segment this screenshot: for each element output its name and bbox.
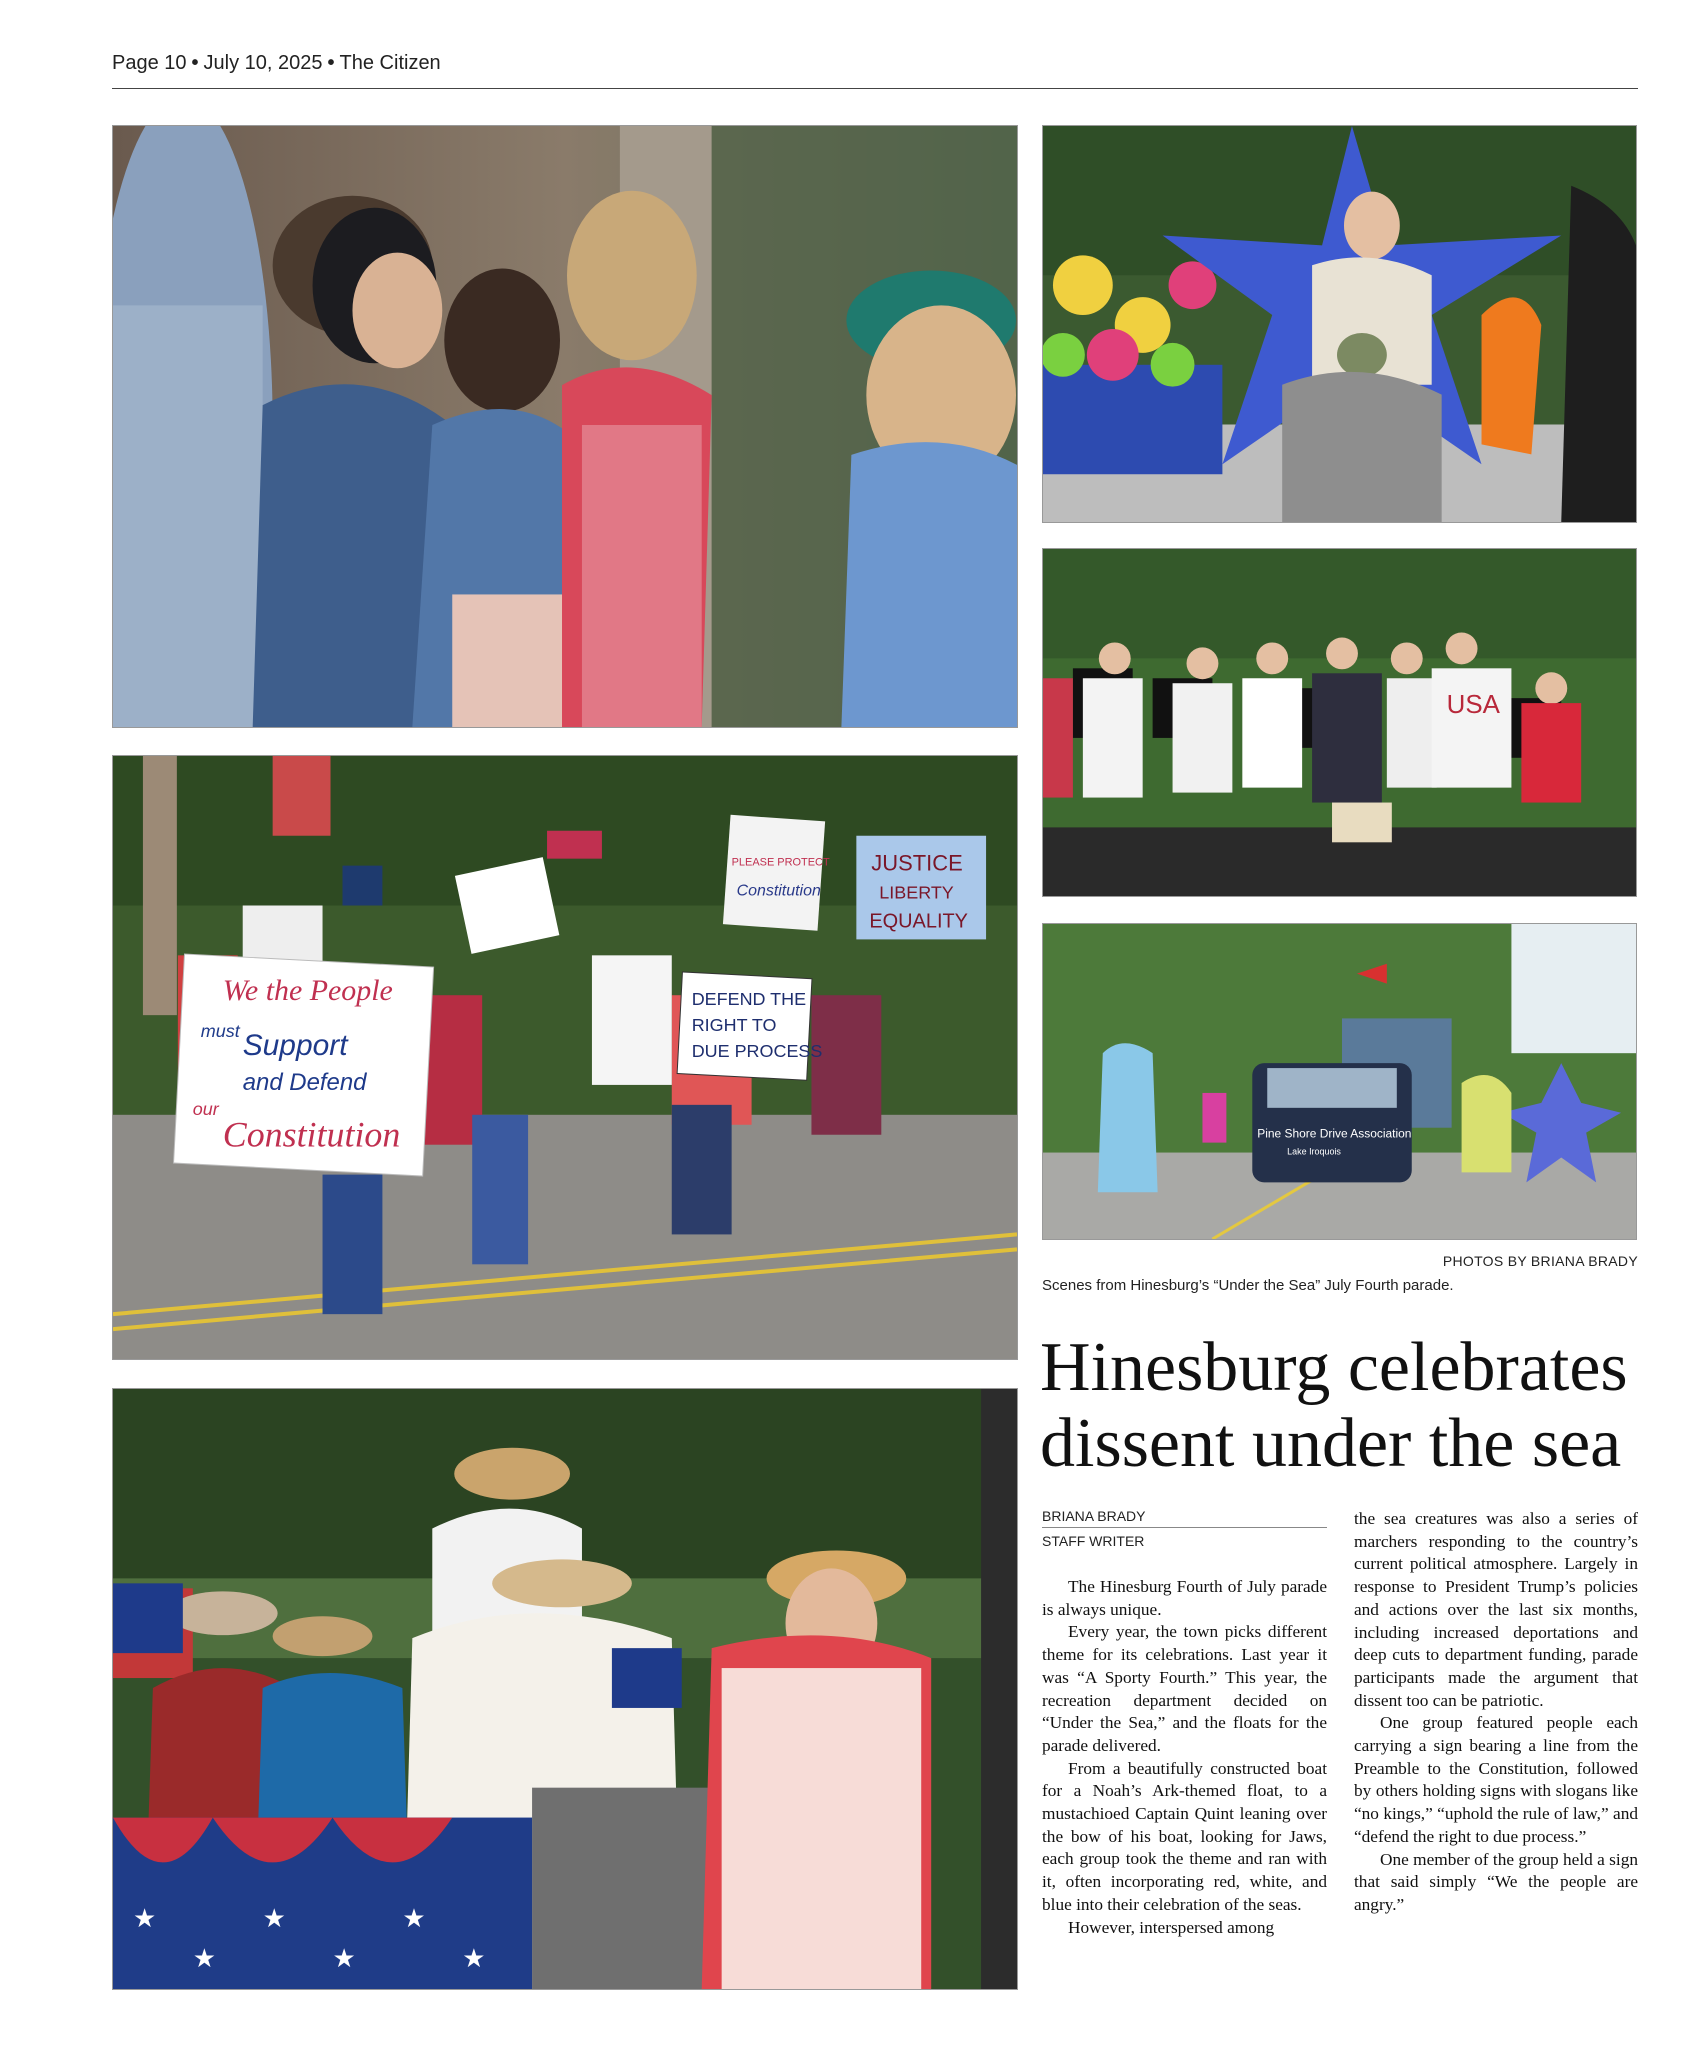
svg-text:★: ★ (402, 1904, 426, 1935)
page-header (112, 48, 1638, 89)
sign-text-must: must (200, 1021, 240, 1042)
sign-justice (856, 836, 986, 940)
sign-we-the-people (174, 954, 434, 1176)
sign-text-protect-constitution: Constitution (736, 882, 821, 900)
article-paragraph: One member of the group held a sign that said simply “We the people are angry.” (1354, 1849, 1638, 1914)
article-paragraph: Every year, the town picks different theme for its celebrations. Last year it was “A Sporty Fourth.” This year, the recreation department decided on “Under the Sea,” and the floats for the parade delivered. (1042, 1622, 1327, 1755)
page-number: Page 10 (112, 52, 187, 74)
svg-text:★: ★ (192, 1944, 217, 1975)
photo-marchers-signs (112, 755, 1018, 1360)
photo-band-float (1042, 548, 1637, 897)
sign-text-equality: EQUALITY (869, 910, 968, 933)
sign-text-liberty: LIBERTY (879, 882, 954, 903)
article-paragraph: the sea creatures was also a series of marchers responding to the country’s current political atmosphere. Largely in response to President Trump’s policies and actions over the last six months, including increased deportations and deep cuts to department funding, parade participants made the argument that dissent too can be patriotic. (1354, 1509, 1638, 1710)
svg-text:★: ★ (462, 1944, 486, 1975)
photo-street-image (1043, 924, 1636, 1239)
byline (1042, 1508, 1327, 1549)
headline-line-1: Hinesburg celebrates (1040, 1329, 1628, 1406)
sign-text-please-protect: PLEASE PROTECT (731, 856, 830, 869)
sign-text-constitution: Constitution (222, 1114, 401, 1155)
photo-children-waving (112, 125, 1018, 728)
headline-line-2: dissent under the sea (1040, 1405, 1622, 1482)
sign-due-process (677, 972, 822, 1080)
article-paragraph: From a beautifully constructed boat for a Noah’s Ark-themed float, to a mustachioed Captain Quint leaning over the bow of his boat, looking for Jaws, each group took the theme and ran with it, often incorporating red, white, and blue into their celebration of the seas. (1042, 1758, 1327, 1914)
issue-date: July 10, 2025 (203, 52, 323, 74)
article-paragraph: The Hinesburg Fourth of July parade is always unique. (1042, 1577, 1327, 1619)
svg-text:★: ★ (332, 1944, 356, 1975)
byline-role: STAFF WRITER (1042, 1533, 1145, 1549)
sign-text-support: Support (242, 1029, 348, 1063)
separator-dot: • (327, 52, 335, 74)
sign-text-due-process: DUE PROCESS (691, 1041, 823, 1061)
publication-name: The Citizen (339, 52, 441, 74)
sign-text-we-the-people: We the People (222, 974, 393, 1008)
sign-text-right-to: RIGHT TO (691, 1015, 777, 1036)
article-paragraph: However, interspersed among (1068, 1917, 1275, 1937)
article-paragraph: One group featured people each carrying a sign bearing a line from the Preamble to the Constitution, followed by others holding signs with slogans like “no kings,” “uphold the rule of law,” and “defend the right to due process.” (1354, 1713, 1638, 1846)
sign-text-and-defend: and Defend (242, 1068, 367, 1096)
photo-street-parade (1042, 923, 1637, 1240)
svg-text:★: ★ (262, 1904, 286, 1935)
byline-name: BRIANA BRADY (1042, 1508, 1327, 1528)
sign-text-justice: JUSTICE (871, 850, 963, 876)
photo-band-image (1043, 549, 1636, 896)
article-column-1 (1042, 1576, 1327, 1939)
svg-text:★: ★ (132, 1904, 157, 1935)
shirt-text: USA (1446, 691, 1500, 720)
headline (1040, 1330, 1650, 1482)
photo-starfish-image (1043, 126, 1636, 522)
sign-protect (723, 815, 830, 931)
sign-text-our: our (192, 1098, 219, 1119)
photo-children-waving-image (113, 126, 1017, 727)
article-column-2 (1354, 1508, 1638, 1917)
photo-musicians-image (113, 1389, 1017, 1989)
truck-subtext: Lake Iroquois (1287, 1146, 1341, 1157)
photo-starfish-float (1042, 125, 1637, 523)
separator-dot: • (191, 52, 199, 74)
photo-caption: Scenes from Hinesburg’s “Under the Sea” July Fourth parade. (1042, 1277, 1454, 1294)
truck-text: Pine Shore Drive Association (1257, 1126, 1412, 1141)
photo-marchers-image (113, 756, 1017, 1359)
sign-text-defend-the: DEFEND THE (691, 989, 807, 1010)
truck (1252, 1063, 1411, 1182)
photo-credit: PHOTOS BY BRIANA BRADY (1442, 1253, 1638, 1269)
photo-musicians-float (112, 1388, 1018, 1990)
